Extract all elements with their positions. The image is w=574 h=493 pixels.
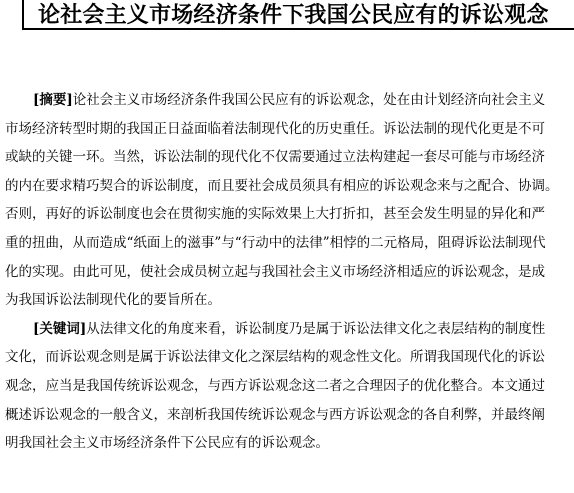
abstract-line-2: 市场经济转型时期的我国正日益面临着法制现代化的历史重任。诉讼法制的现代化更是不可 xyxy=(5,120,545,137)
abstract-line-6: 重的扭曲，从而造成“纸面上的滋事”与“行动中的法律”相悖的二元格局，阻碍诉讼法制现代 xyxy=(5,234,546,251)
abstract-line-5: 否则，再好的诉讼制度也会在贯彻实施的实际效果上大打折扣，甚至会发生明显的异化和严 xyxy=(5,206,545,223)
abstract-line-1 xyxy=(5,86,561,115)
abstract-line-7: 化的实现。由此可见，使社会成员树立起与我国社会主义市场经济相适应的诉讼观念，是成 xyxy=(5,263,545,280)
keywords-line-5: 明我国社会主义市场经济条件下公民应有的诉讼观念。 xyxy=(5,435,329,452)
abstract-line-4: 的内在要求精巧契合的诉讼制度，而且要社会成员须具有相应的诉讼观念来与之配合、协调。 xyxy=(5,177,559,194)
keywords-line-3: 观念，应当是我国传统诉讼观念，与西方诉讼观念这二者之合理因子的优化整合。本文通过 xyxy=(5,377,545,394)
document-body xyxy=(5,86,561,458)
abstract-line-8: 为我国诉讼法制现代化的要旨所在。 xyxy=(5,292,221,309)
keywords-text-1: 从法律文化的角度来看，诉讼制度乃是属于诉讼法律文化之表层结构的制度性 xyxy=(86,320,546,337)
keywords-line-1 xyxy=(5,315,561,344)
abstract-text-1: 论社会主义市场经济条件我国公民应有的诉讼观念，处在由计划经济向社会主义 xyxy=(72,92,546,108)
keywords-label: [关键词] xyxy=(33,320,87,337)
abstract-label: [摘要] xyxy=(33,92,73,108)
abstract-line-3: 或缺的关键一环。当然，诉讼法制的现代化不仅需要通过立法构建起一套尽可能与市场经济 xyxy=(5,149,545,166)
keywords-line-4: 概述诉讼观念的一般含义，来剖析我国传统诉讼观念与西方诉讼观念的各自利弊，并最终阐 xyxy=(5,406,545,423)
keywords-line-2: 文化，而诉讼观念则是属于诉讼法律文化之深层结构的观念性文化。所谓我国现代化的诉讼 xyxy=(5,349,545,366)
title-bar xyxy=(22,0,574,30)
document-title: 论社会主义市场经济条件下我国公民应有的诉讼观念 xyxy=(38,2,549,28)
